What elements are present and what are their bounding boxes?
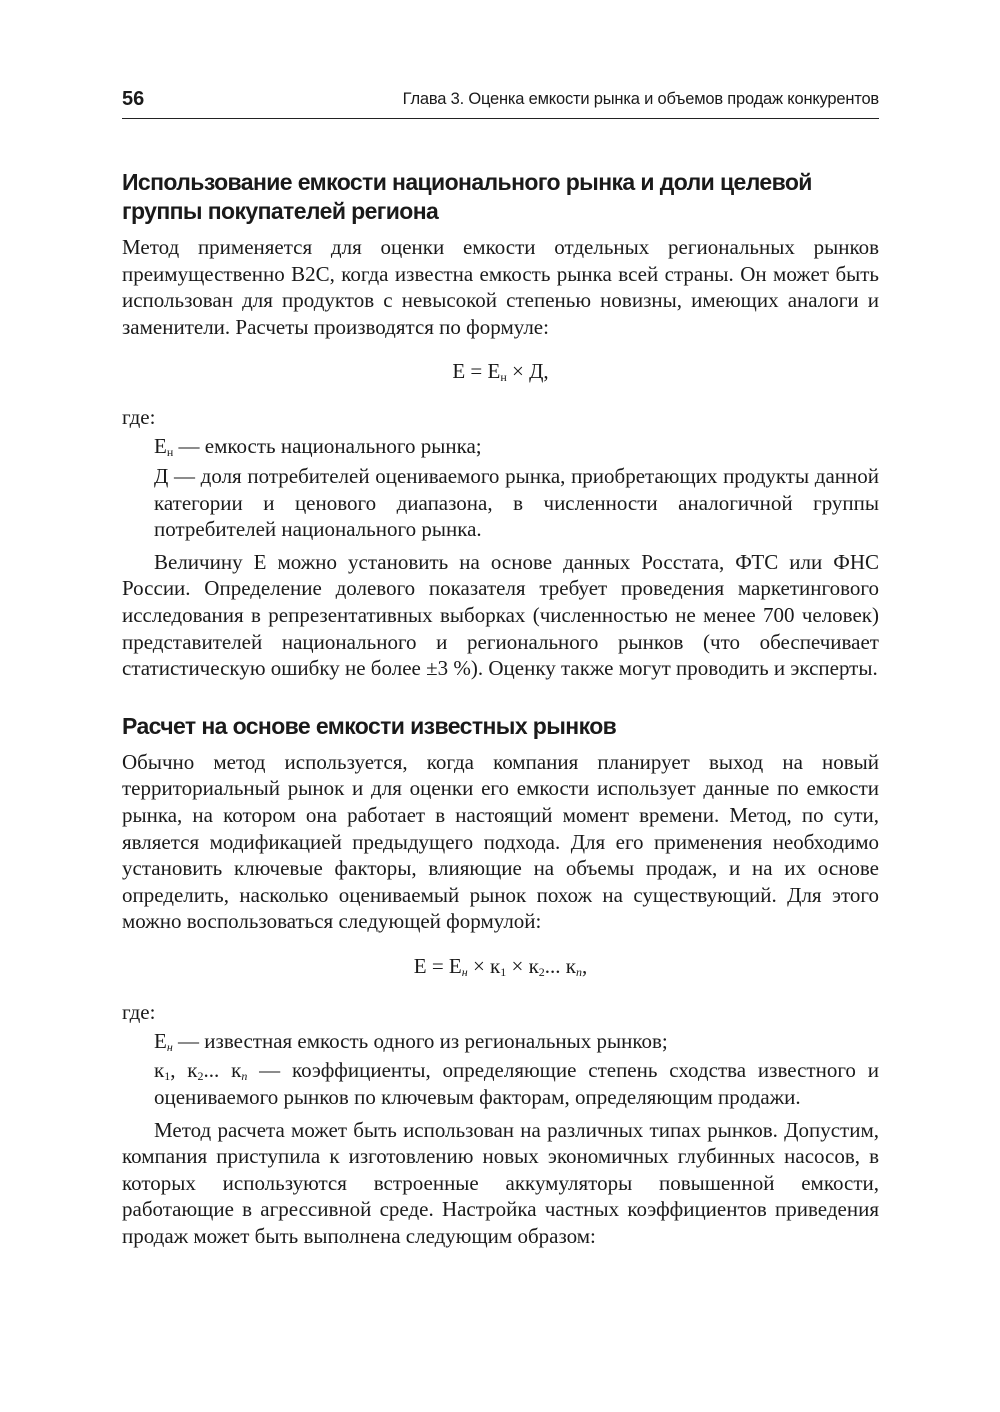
formula-subscript: н — [500, 370, 507, 385]
definition-symbol: Е — [154, 434, 167, 459]
formula-part: × к — [506, 953, 539, 978]
definition-text: — известная емкость одного из региональных рынков; — [172, 1028, 668, 1053]
definition-item: Д — доля потребителей оцениваемого рынка, приобретающих продукты данной категории и ценового диапазона, в численности аналогичной группы потребителей национального рынка. — [154, 463, 879, 542]
paragraph: Величину Е можно установить на основе данных Росстата, ФТС или ФНС России. Определение долевого показателя требует проведения маркетингового исследования в репрезентативных выборках (численностью не менее 700 человек) представителей национального и регионального рынков (что обеспечивает статистическую ошибку не более ±3 %). Оценку также могут проводить и эксперты. — [122, 549, 879, 681]
formula-part: , — [582, 953, 588, 978]
formula-part: E = E — [413, 953, 462, 978]
page-header — [122, 88, 879, 119]
definition-text: — коэффициенты, определяющие степень сходства известного и оцениваемого рынков по ключевым факторам, определяющим продажи. — [154, 1058, 880, 1110]
formula-rhs: × Д, — [506, 359, 549, 384]
definition-item — [122, 433, 879, 460]
formula-subscript: 2 — [538, 964, 545, 979]
definition-subscript: н — [166, 1039, 173, 1054]
formula-part: ... к — [544, 953, 576, 978]
formula-part: × к — [467, 953, 501, 978]
definition-symbol: , к — [170, 1058, 198, 1083]
page-number: 56 — [122, 88, 145, 110]
definition-subscript: н — [166, 445, 174, 460]
paragraph: Метод расчета может быть использован на различных типах рынков. Допустим, компания приступила к изготовлению новых экономичных глубинных насосов, в которых используются встроенные аккумуляторы повышенной емкости, работающие в агрессивной среде. Настройка частных коэффициентов приведения продаж может быть выполнена следующим образом: — [122, 1117, 879, 1249]
paragraph: Метод применяется для оценки емкости отдельных региональных рынков преимущественно B2C, когда известна емкость рынка всей страны. Он может быть использован для продуктов с невысокой степенью новизны, имеющих аналоги и заменители. Расчеты производятся по формуле: — [122, 235, 879, 339]
where-label: где: — [122, 999, 156, 1024]
formula — [122, 358, 879, 384]
definition-symbol: Е — [154, 1028, 167, 1053]
definition-item — [122, 1028, 879, 1055]
formula — [122, 953, 879, 979]
page-content — [122, 168, 879, 1250]
where-label: где: — [122, 405, 156, 430]
definition-symbol: к — [154, 1058, 165, 1083]
definition-subscript: 1 — [164, 1069, 171, 1084]
section-heading: Использование емкости национального рынка и доли целевой группы покупателей региона — [122, 169, 812, 224]
paragraph: Обычно метод используется, когда компания планирует выход на новый территориальный рынок и для оценки его емкости использует данные по емкости рынка, на котором она работает в настоящий момент времени. Метод, по сути, является модификацией предыдущего подхода. Для его применения необходимо установить ключевые факторы, влияющие на объемы продаж, и на их основе определить, насколько оцениваемый рынок похож на существующий. Для этого можно воспользоваться следующей формулой: — [122, 749, 879, 934]
definition-item — [122, 1057, 879, 1110]
running-title: Глава 3. Оценка емкости рынка и объемов продаж конкурентов — [402, 90, 879, 108]
definition-subscript: 2 — [197, 1069, 204, 1084]
formula-subscript: 1 — [500, 964, 507, 979]
definition-subscript: n — [241, 1069, 248, 1084]
formula-subscript: н — [461, 964, 468, 979]
definition-symbol: ... к — [203, 1058, 242, 1083]
section-heading: Расчет на основе емкости известных рынков — [122, 712, 617, 739]
formula-lhs: E = E — [452, 359, 501, 384]
formula-subscript: n — [576, 964, 582, 979]
definition-text: — емкость национального рынка; — [173, 434, 482, 459]
